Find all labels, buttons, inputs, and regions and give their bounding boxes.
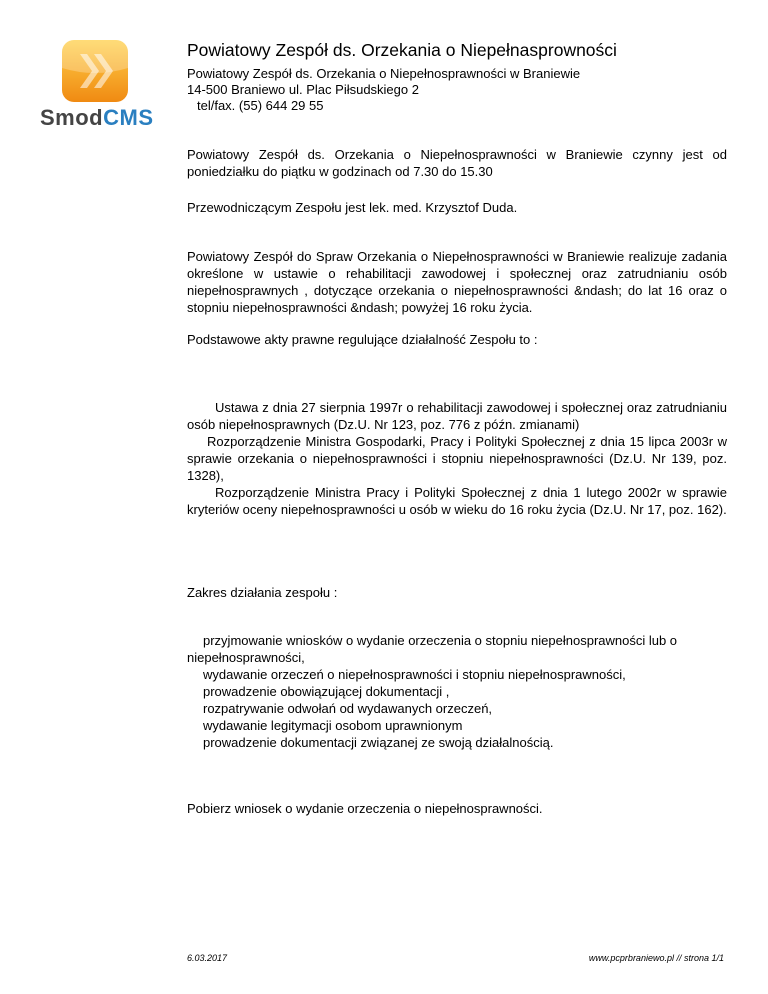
duties-heading: Zakres działania zespołu : [187, 585, 338, 600]
list-item: Rozporządzenie Ministra Pracy i Polityki Społecznej z dnia 1 lutego 2002r w sprawie kryteriów oceny niepełnosprawności u osób w wieku do 16 roku życia (Dz.U. Nr 17, poz. 162). [187, 485, 727, 517]
list-item: rozpatrywanie odwołań od wydawanych orzeczeń, [203, 701, 493, 716]
list-item: przyjmowanie wniosków o wydanie orzeczenia o stopniu niepełnosprawności lub o niepełnosprawności, [187, 633, 678, 665]
footer-date: 6.03.2017 [187, 953, 228, 963]
address-line: 14-500 Braniewo ul. Plac Piłsudskiego 2 [187, 82, 419, 97]
logo-wordmark: SmodCMS [40, 105, 154, 130]
legal-acts-list [187, 399, 727, 518]
hours-paragraph: Powiatowy Zespół ds. Orzekania o Niepełnosprawności w Braniewie czynny jest od poniedziałku do piątku w godzinach od 7.30 do 15.30 [187, 147, 727, 179]
address-line: tel/fax. (55) 644 29 55 [197, 98, 324, 113]
list-item: wydawanie legitymacji osobom uprawnionym [203, 718, 463, 733]
legal-heading: Podstawowe akty prawne regulujące działalność Zespołu to : [187, 332, 538, 347]
list-item: Rozporządzenie Ministra Gospodarki, Pracy i Polityki Społecznej z dnia 15 lipca 2003r w sprawie orzekania o niepełnosprawności i stopniu niepełnosprawności (Dz.U. Nr 139, poz. 1328), [187, 434, 727, 483]
list-item: prowadzenie dokumentacji związanej ze swoją działalnością. [203, 735, 554, 750]
download-link[interactable]: Pobierz wniosek o wydanie orzeczenia o niepełnosprawności. [187, 801, 543, 816]
page-title: Powiatowy Zespół ds. Orzekania o Niepełnasprowności [187, 40, 617, 60]
footer-site: www.pcprbraniewo.pl // strona 1/1 [588, 953, 724, 963]
list-item: prowadzenie obowiązującej dokumentacji , [203, 684, 450, 699]
scope-paragraph: Powiatowy Zespół do Spraw Orzekania o Niepełnosprawności w Braniewie realizuje zadania określone w ustawie o rehabilitacji zawodowej i społecznej oraz zatrudnianiu osób niepełnosprawnych , dotyczące orzekania o niepełnosprawności &ndash; do lat 16 oraz o stopniu niepełnosprawności &ndash; powyżej 16 roku życia. [187, 249, 727, 315]
list-item: Ustawa z dnia 27 sierpnia 1997r o rehabilitacji zawodowej i społecznej oraz zatrudnianiu osób niepełnosprawnych (Dz.U. Nr 123, poz. 776 z późn. zmianami) [187, 400, 727, 432]
list-item: wydawanie orzeczeń o niepełnosprawności i stopniu niepełnosprawności, [203, 667, 626, 682]
duties-list [187, 632, 727, 751]
address-line: Powiatowy Zespół ds. Orzekania o Niepełnosprawności w Braniewie [187, 66, 581, 81]
chair-paragraph: Przewodniczącym Zespołu jest lek. med. Krzysztof Duda. [187, 200, 518, 215]
address-block [187, 66, 580, 114]
